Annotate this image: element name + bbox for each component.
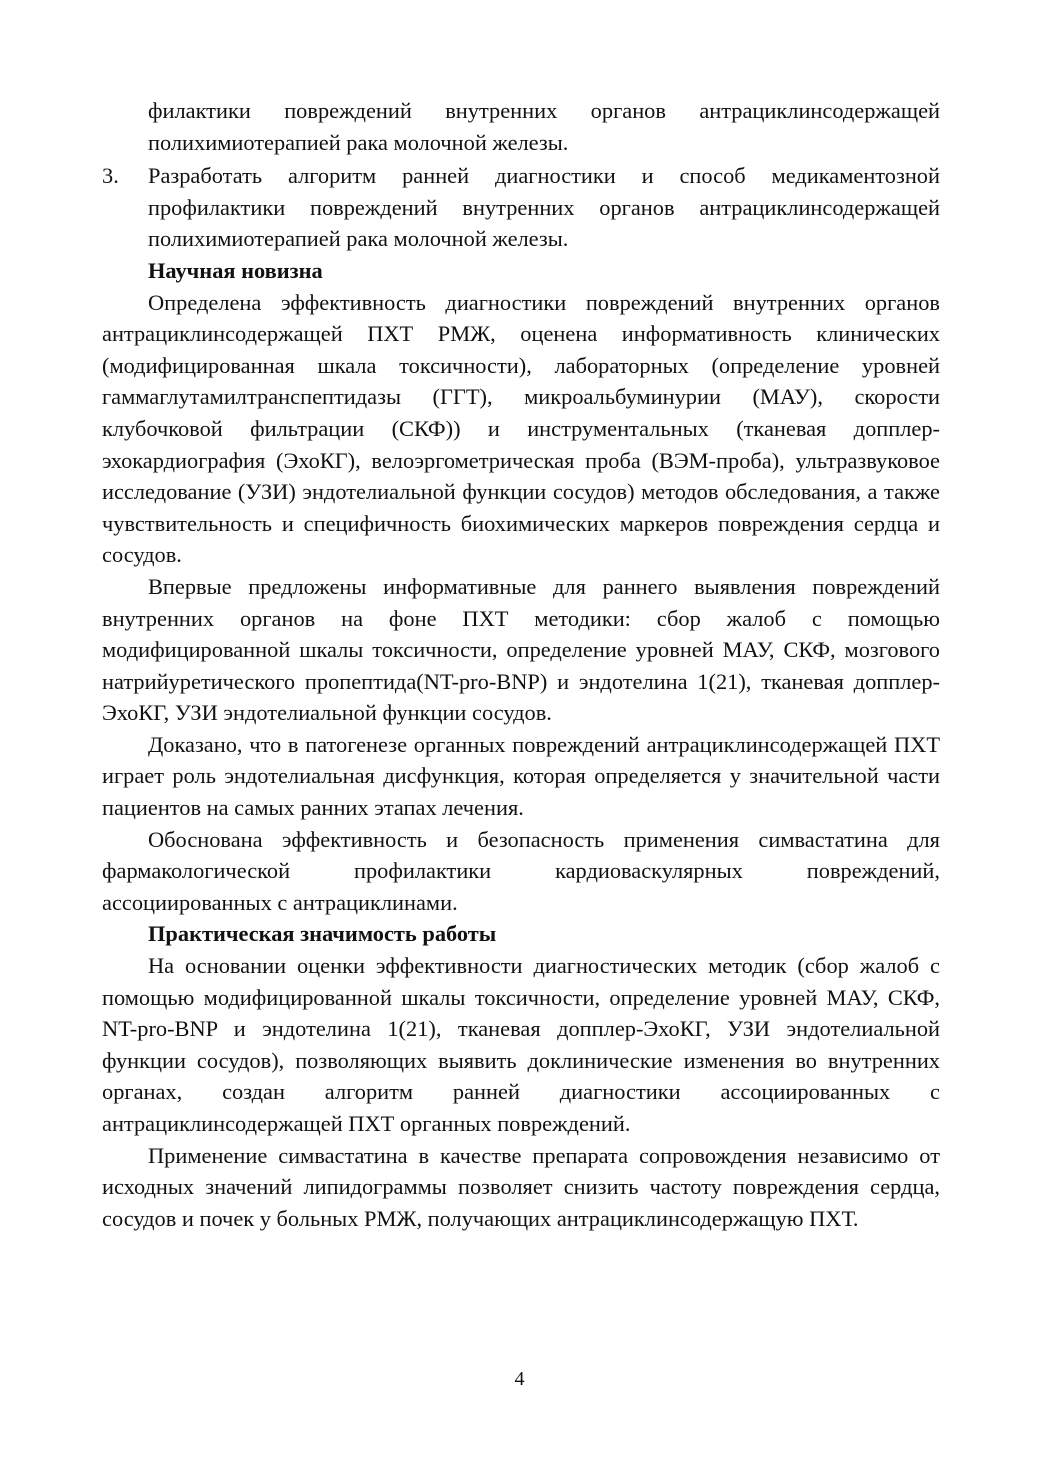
practical-paragraph-1: На основании оценки эффективности диагностических методик (сбор жалоб с помощью модифицированной шкалы токсичности, определение уровней МАУ, СКФ, NT-pro-BNP и эндотелина 1(21), тканевая допплер-ЭхоКГ, УЗИ эндотелиальной функции сосудов), позволяющих выявить доклинические изменения во внутренних органах, создан алгоритм ранней диагностики ассоциированных с антрациклинсодержащей ПХТ органных повреждений. — [102, 953, 940, 1136]
novelty-paragraph-4: Обоснована эффективность и безопасность применения симвастатина для фармакологической профилактики кардиоваскулярных повреждений, ассоциированных с антрациклинами. — [102, 826, 940, 915]
heading-scientific-novelty: Научная новизна — [148, 257, 323, 283]
novelty-paragraph-2: Впервые предложены информативные для раннего выявления повреждений внутренних органов на фоне ПХТ методики: сбор жалоб с помощью модифицированной шкалы токсичности, определение уровней МАУ, СКФ, мозгового натрийуретического пропептида(NT-pro-BNP) и эндотелина 1(21), тканевая допплер-ЭхоКГ, УЗИ эндотелиальной функции сосудов. — [102, 573, 940, 726]
novelty-paragraph-3: Доказано, что в патогенезе органных повреждений антрациклинсодержащей ПХТ играет роль эндотелиальная дисфункция, которая определяется у значительной части пациентов на самых ранних этапах лечения. — [102, 731, 940, 821]
list-item-text: Разработать алгоритм ранней диагностики и способ медикаментозной профилактики повреждений внутренних органов антрациклинсодержащей полихимиотерапией рака молочной железы. — [148, 163, 940, 252]
novelty-paragraph-1: Определена эффективность диагностики повреждений внутренних органов антрациклинсодержащей ПХТ РМЖ, оценена информативность клинических (модифицированная шкала токсичности), лабораторных (определение уровней гаммаглутамилтранспептидазы (ГГТ), микроальбуминурии (МАУ), скорости клубочковой фильтрации (СКФ)) и инструментальных (тканевая допплер-эхокардиография (ЭхоКГ), велоэргометрическая проба (ВЭМ-проба), ультразвуковое исследование (УЗИ) эндотелиальной функции сосудов) методов обследования, а также чувствительность и специфичность биохимических маркеров повреждения сердца и сосудов. — [102, 289, 940, 568]
practical-paragraph-2: Применение симвастатина в качестве препарата сопровождения независимо от исходных значений липидограммы позволяет снизить частоту повреждения сердца, сосудов и почек у больных РМЖ, получающих антрациклинсодержащую ПХТ. — [102, 1142, 940, 1231]
heading-practical-significance: Практическая значимость работы — [148, 921, 497, 947]
continuation-paragraph: филактики повреждений внутренних органов антрациклинсодержащей полихимиотерапией рака молочной железы. — [148, 98, 940, 155]
page-number: 4 — [514, 1368, 525, 1390]
list-item-3 — [102, 160, 940, 255]
page-body — [102, 95, 940, 1234]
list-item-number: 3. — [102, 163, 119, 189]
